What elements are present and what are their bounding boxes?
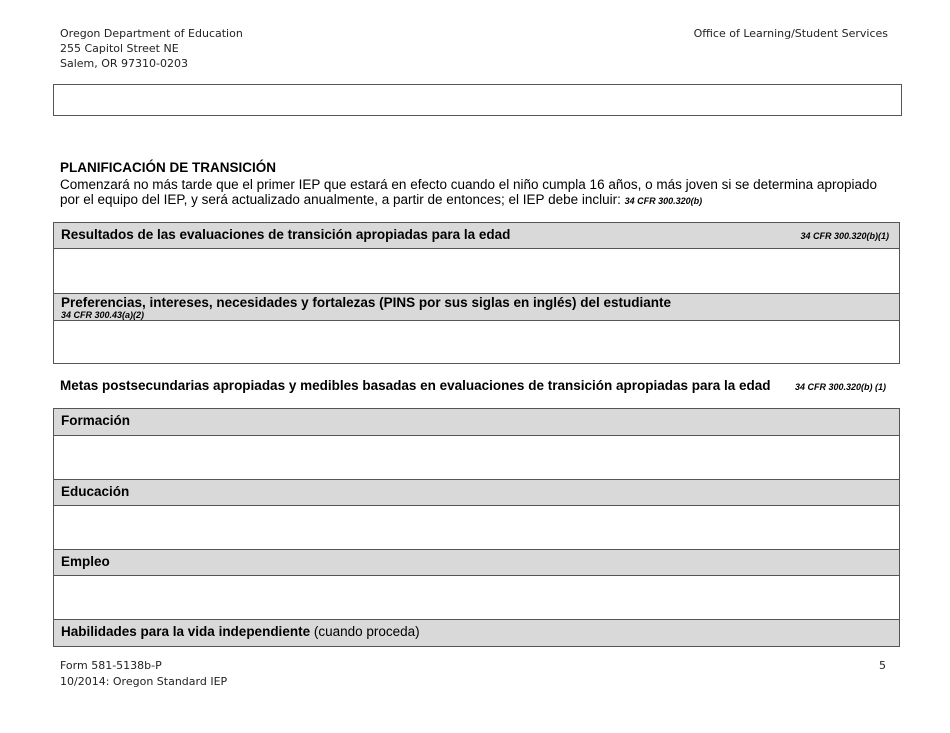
postsecondary-goals-table: [53, 408, 900, 647]
goals-title: Metas postsecundarias apropiadas y medibles basadas en evaluaciones de transición apropiadas para la edad: [60, 378, 771, 393]
assessments-label: Resultados de las evaluaciones de transición apropiadas para la edad: [61, 227, 511, 242]
city-address: Salem, OR 97310-0203: [60, 57, 189, 70]
employment-entry-field[interactable]: [54, 576, 899, 620]
education-header: [54, 480, 899, 506]
top-entry-field[interactable]: [53, 84, 902, 116]
form-number: Form 581-5138b-P: [60, 659, 162, 672]
header-address-block: [60, 26, 243, 71]
intro-citation: 34 CFR 300.320(b): [624, 196, 703, 206]
street-address: 255 Capitol Street NE: [60, 42, 179, 55]
section-intro: [60, 177, 900, 209]
intro-text: Comenzará no más tarde que el primer IEP que estará en efecto cuando el niño cumpla 16 años, o más joven si se determina apropiado por el equipo del IEP, y será actualizado anualmente, a partir de entonces; el IEP debe incluir:: [60, 177, 877, 207]
form-version: 10/2014: Oregon Standard IEP: [60, 675, 228, 688]
page-number: 5: [879, 659, 886, 672]
pins-label: Preferencias, intereses, necesidades y fortalezas (PINS por sus siglas en inglés) del estudiante: [61, 295, 671, 310]
transition-assessment-table: [53, 222, 900, 364]
employment-header: [54, 550, 899, 576]
independent-living-label: Habilidades para la vida independiente: [61, 624, 311, 639]
training-entry-field[interactable]: [54, 436, 899, 480]
employment-label: Empleo: [61, 554, 110, 569]
training-label: Formación: [61, 413, 131, 428]
assessments-entry-field[interactable]: [54, 249, 899, 294]
pins-entry-field[interactable]: [54, 321, 899, 363]
independent-living-note: (cuando proceda): [313, 624, 420, 639]
assessments-citation: 34 CFR 300.320(b)(1): [800, 231, 889, 241]
education-entry-field[interactable]: [54, 506, 899, 550]
education-label: Educación: [61, 484, 130, 499]
footer-form-info: [60, 658, 227, 690]
pins-header: [54, 294, 899, 321]
section-title: PLANIFICACIÓN DE TRANSICIÓN: [60, 160, 276, 175]
office-name: Office of Learning/Student Services: [693, 27, 888, 40]
goals-citation: 34 CFR 300.320(b) (1): [795, 382, 887, 392]
assessments-header: [54, 223, 899, 249]
independent-living-header: [54, 620, 899, 646]
training-header: [54, 409, 899, 436]
org-name: Oregon Department of Education: [60, 27, 243, 40]
pins-citation: 34 CFR 300.43(a)(2): [61, 310, 145, 320]
